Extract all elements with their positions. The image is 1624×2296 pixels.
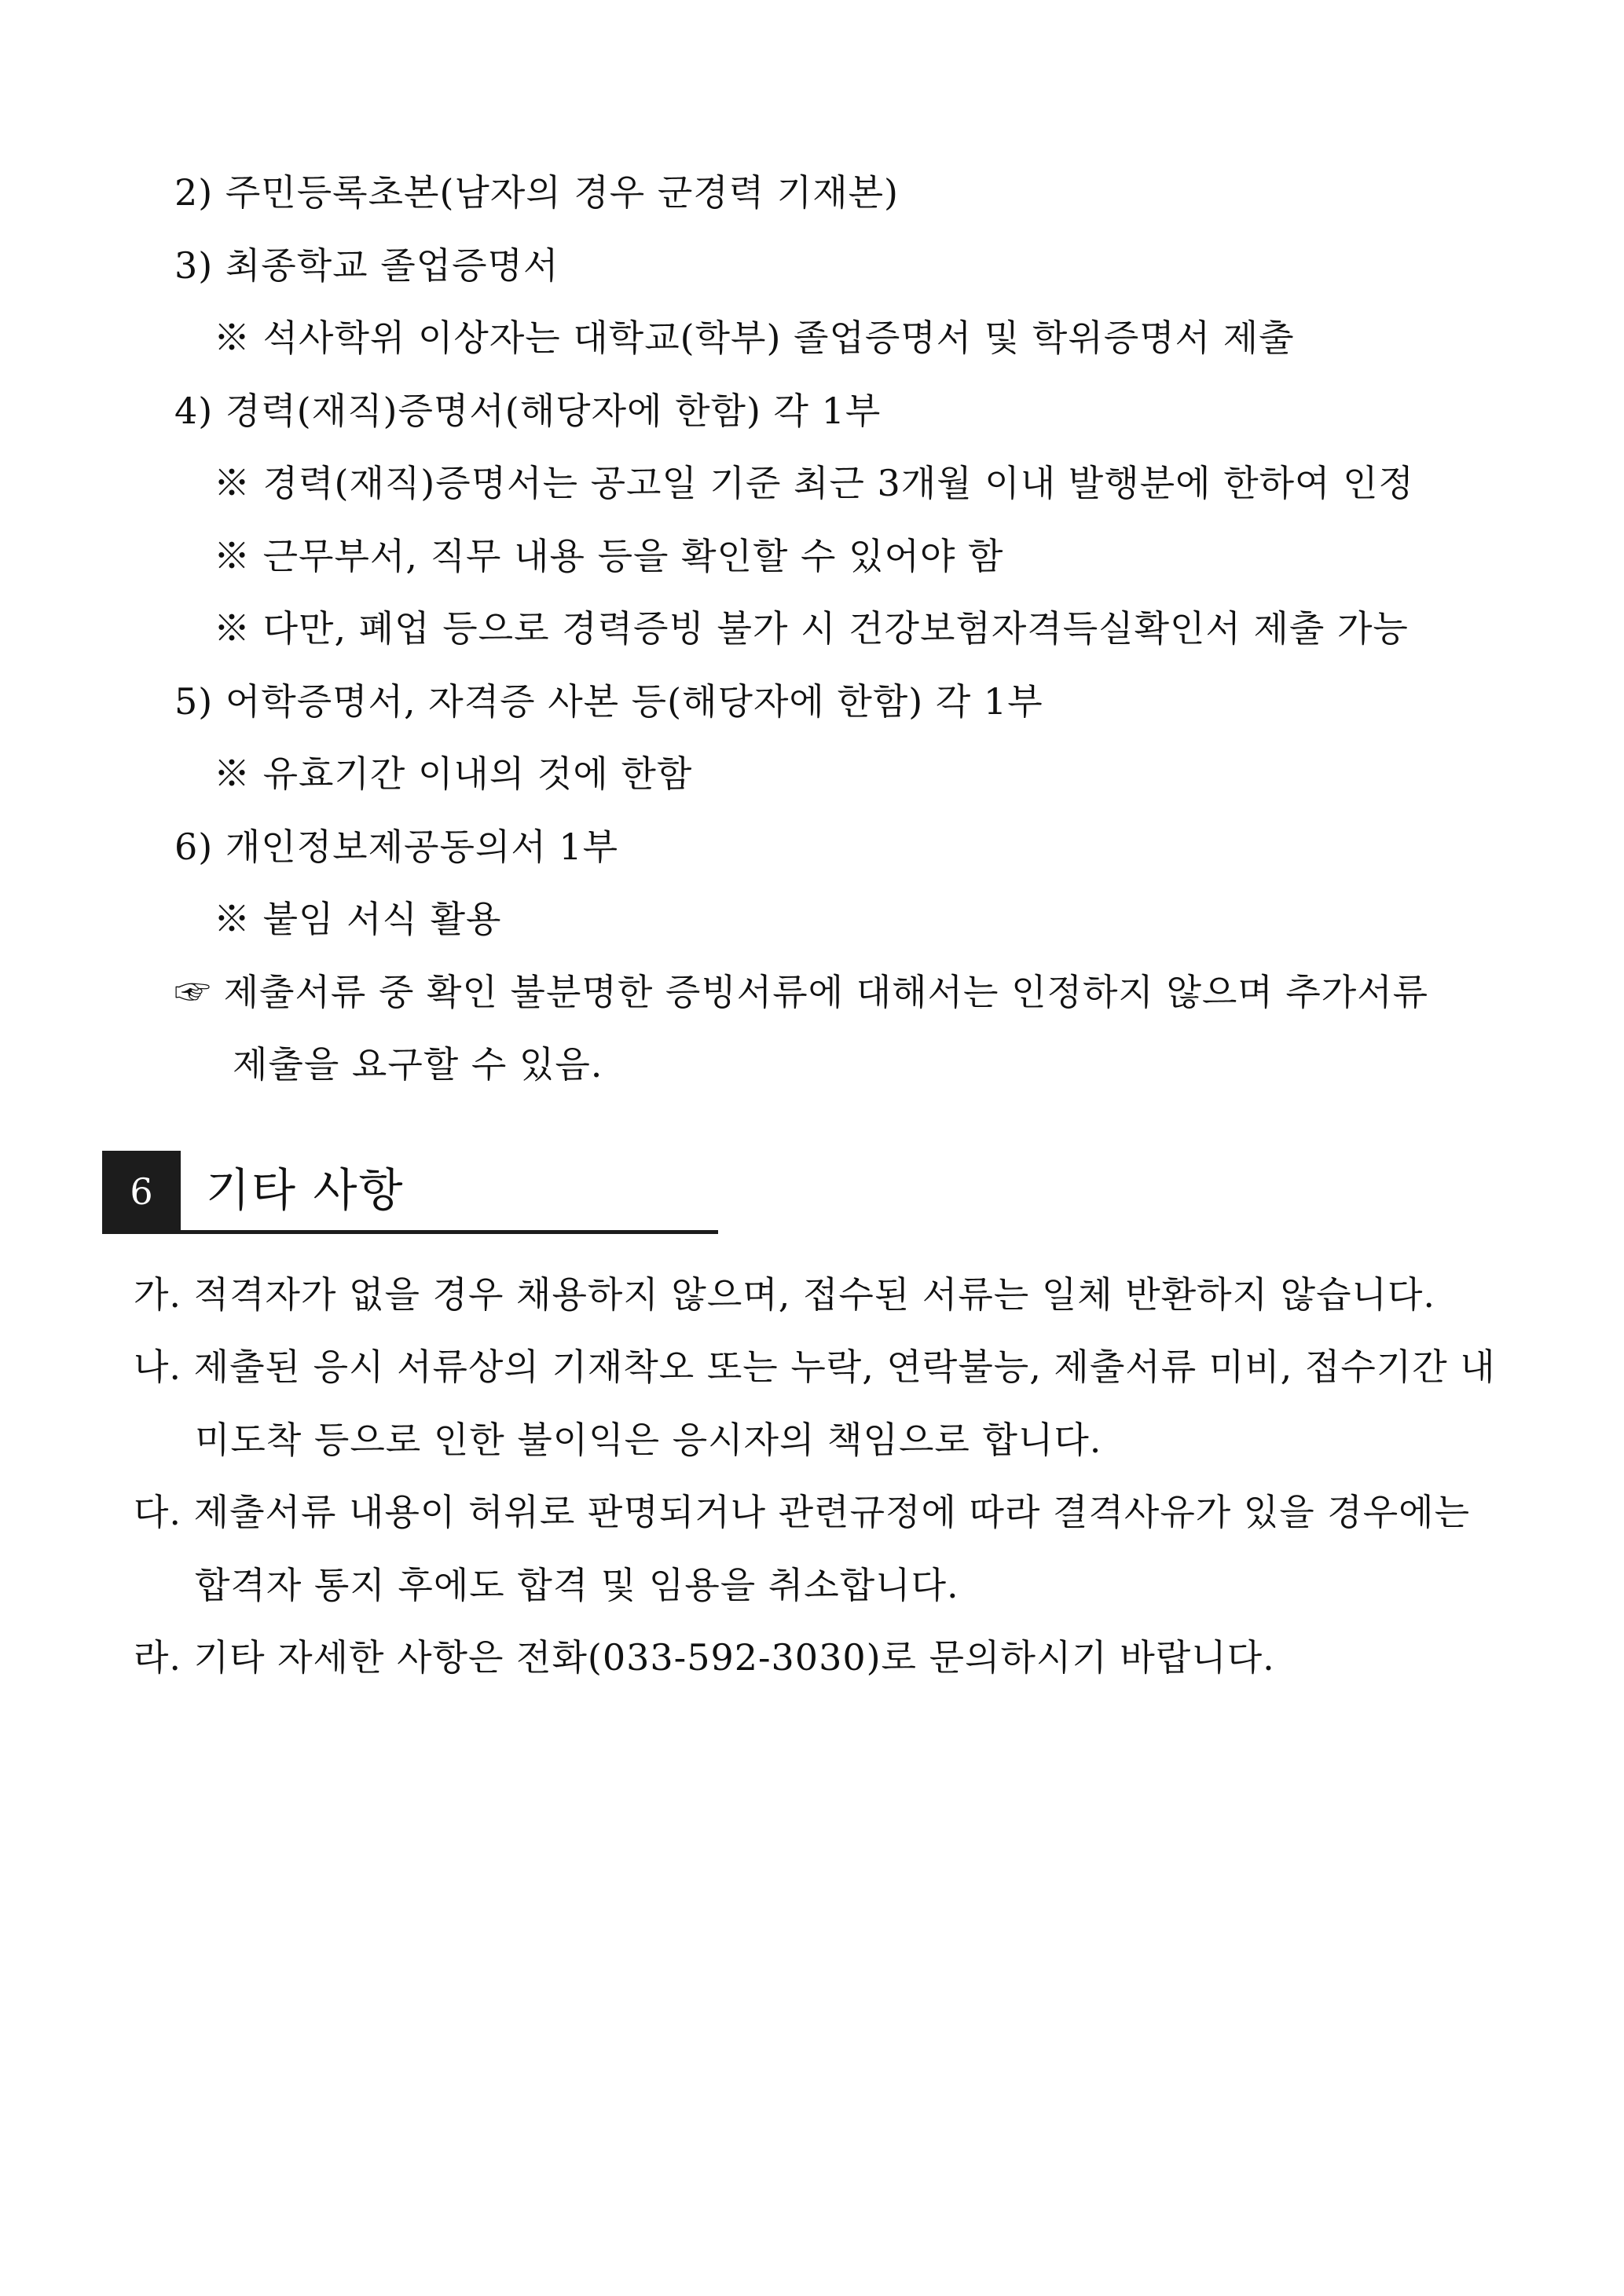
section-title: 기타 사항	[206, 1163, 405, 1217]
misc-item-na: 나. 제출된 응시 서류상의 기재착오 또는 누락, 연락불능, 제출서류 미비, 접수기간 내	[134, 1346, 1496, 1388]
doc-item-5: 5) 어학증명서, 자격증 사본 등(해당자에 한함) 각 1부	[174, 680, 1043, 723]
misc-item-ra: 라. 기타 자세한 사항은 전화(033-592-3030)로 문의하시기 바랍니다.	[134, 1636, 1275, 1679]
doc-item-5-note: ※ 유효기간 이내의 것에 한함	[214, 753, 693, 795]
misc-item-na-cont: 미도착 등으로 인한 불이익은 응시자의 책임으로 합니다.	[195, 1419, 1102, 1461]
misc-item-ga: 가. 적격자가 없을 경우 채용하지 않으며, 접수된 서류는 일체 반환하지 않습니다.	[134, 1273, 1436, 1316]
section-underline	[102, 1230, 718, 1234]
doc-caution-note-cont: 제출을 요구할 수 있음.	[233, 1043, 603, 1086]
doc-item-3: 3) 최종학교 졸업증명서	[174, 244, 559, 287]
doc-item-6-note: ※ 붙임 서식 활용	[214, 898, 502, 940]
doc-item-4: 4) 경력(재직)증명서(해당자에 한함) 각 1부	[174, 390, 882, 432]
misc-item-da-cont: 합격자 통지 후에도 합격 및 임용을 취소합니다.	[195, 1564, 959, 1606]
doc-caution-note: ☞ 제출서류 중 확인 불분명한 증빙서류에 대해서는 인정하지 않으며 추가서류	[174, 971, 1429, 1013]
misc-item-da: 다. 제출서류 내용이 허위로 판명되거나 관련규정에 따라 결격사유가 있을 경우에는	[134, 1491, 1471, 1533]
doc-item-6: 6) 개인정보제공동의서 1부	[174, 826, 619, 868]
doc-item-2: 2) 주민등록초본(남자의 경우 군경력 기재본)	[174, 171, 900, 214]
doc-item-3-note: ※ 석사학위 이상자는 대학교(학부) 졸업증명서 및 학위증명서 제출	[214, 317, 1295, 359]
section-number-badge: 6	[102, 1151, 181, 1232]
doc-item-4-note-3: ※ 다만, 폐업 등으로 경력증빙 불가 시 건강보험자격득실확인서 제출 가능	[214, 607, 1409, 650]
doc-item-4-note-2: ※ 근무부서, 직무 내용 등을 확인할 수 있어야 함	[214, 535, 1004, 577]
doc-item-4-note-1: ※ 경력(재직)증명서는 공고일 기준 최근 3개월 이내 발행분에 한하여 인정	[214, 462, 1414, 504]
